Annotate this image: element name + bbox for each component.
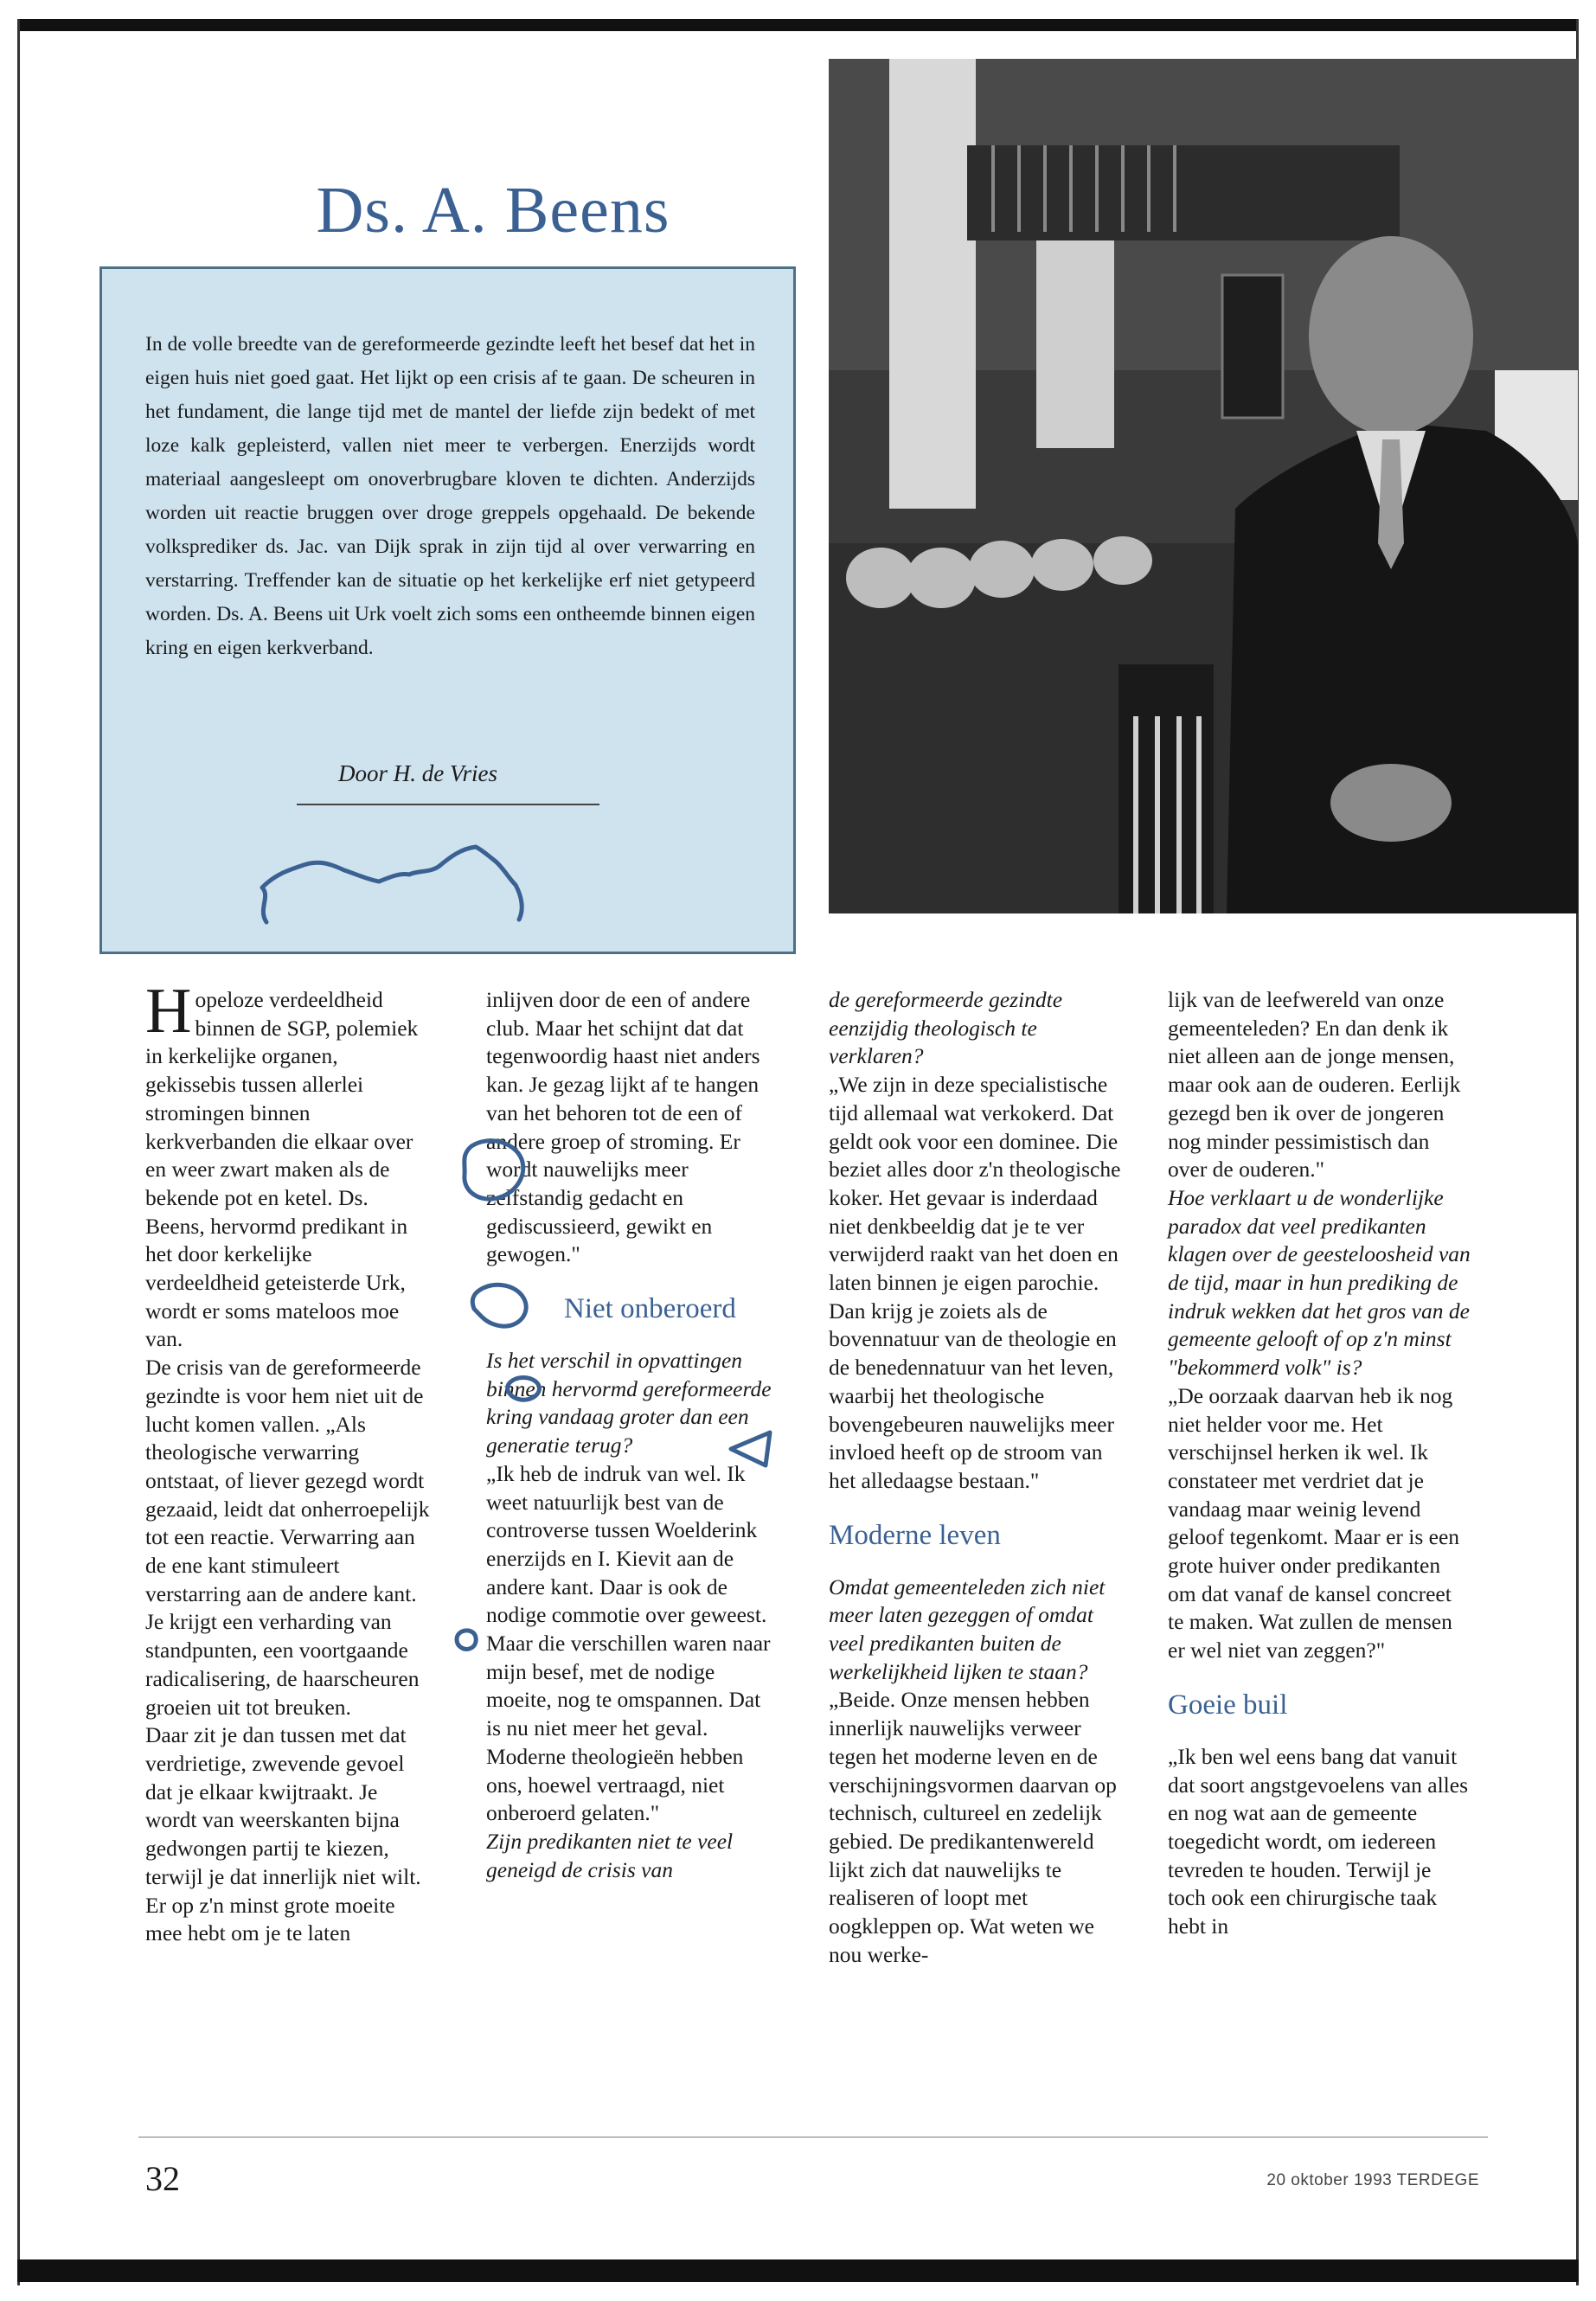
byline: Door H. de Vries <box>338 760 497 786</box>
footer-rule <box>138 2137 1488 2138</box>
column-1-paragraph-3: Daar zit je dan tussen met dat verdrietige, zwevende gevoel dat je elkaar kwijtraakt. Je wordt van weerskanten bijna gedwongen partij te kiezen, terwijl je dat innerlijk niet wilt. Er op z'n minst grote moeite mee hebt om je te laten <box>145 1722 421 1946</box>
column-2-paragraph-2: „Ik heb de indruk van wel. Ik weet natuurlijk best van de controverse tussen Woelderink enerzijds en I. Kievit aan de andere kant. Daar is ook de nodige commotie over geweest. Maar die verschillen waren naar mijn besef, met de nodige moeite, nog te omspannen. Dat is nu niet meer het geval. Moderne theologieën hebben ons, hoewel vertraagd, niet onberoerd gelaten." <box>486 1460 771 1826</box>
portrait-photo <box>829 59 1578 913</box>
island-drawing-1 <box>454 1133 532 1211</box>
island-drawing-2 <box>467 1276 536 1336</box>
island-drawing-3 <box>502 1371 545 1406</box>
issue-info: 20 oktober 1993 TERDEGE <box>1266 2171 1479 2189</box>
subheading-niet-onberoerd: Niet onberoerd <box>564 1293 736 1325</box>
intro-text: In de volle breedte van de gereformeerde gezindte leeft het besef dat het in eigen huis niet goed gaat. Het lijkt op een crisis af te gaan. De scheuren in het fundament, die lange tijd met de mantel der liefde zijn bedekt of met loze kalk gepleisterd, vallen niet meer te verbergen. Enerzijds wordt materiaal aangesleept om onoverbrugbare kloven te dichten. Anderzijds worden uit reactie bruggen over droge greppels opgehaald. De bekende volksprediker ds. Jac. van Dijk sprak in zijn tijd al over verwarring en verstarring. Treffender kan de situatie op het kerkelijke erf niet getypeerd worden. Ds. A. Beens uit Urk voelt zich soms een ontheemde binnen eigen kring en eigen kerkverband. <box>145 333 755 659</box>
column-1-paragraph-2: De crisis van de gereformeerde gezindte is voor hem niet uit de lucht komen vallen. „Als theologische verwarring ontstaat, of liever gezegd wordt gezaaid, leidt dat onherroepelijk tot een reactie. Verwarring aan de ene kant stimuleert verstarring aan de andere kant. Je krijgt een verharding van standpunten, een voortgaande radicalisering, de haarscheuren groeien uit tot breuken. <box>145 1355 430 1720</box>
column-4-paragraph-1: lijk van de leefwereld van onze gemeenteleden? En dan denk ik niet alleen aan de jonge mensen, maar ook aan de ouderen. Eerlijk gezegd ben ik over de jongeren nog minder pessimistisch dan over de ouderen." <box>1168 987 1461 1183</box>
article-column-1 <box>145 976 431 1948</box>
article-title: Ds. A. Beens <box>316 174 670 247</box>
page-number: 32 <box>145 2159 180 2198</box>
intro-box <box>99 266 796 954</box>
page-frame-bottom <box>17 2259 1579 2282</box>
column-4-question-1: Hoe verklaart u de wonderlijke paradox dat veel predikanten klagen over de geesteloosheid van de tijd, maar in hun prediking de indruk wekken dat het gros van de gemeente gelooft of op z'n minst "bekommerd volk" is? <box>1168 1184 1471 1381</box>
column-3-paragraph-1: „We zijn in deze specialistische tijd allemaal wat verkokerd. Dat geldt ook voor een dominee. Die beziet alles door z'n theologische koker. Het gevaar is inderdaad niet denkbeeldig dat je te ver verwijderd raakt van het doen en laten binnen je eigen parochie. Dan krijg je zoiets als de bovennatuur van de theologie en de benedennatuur van het leven, waarbij het theologische bovengebeuren nauwelijks meer invloed heeft op de stroom van het alledaagse bestaan." <box>829 1072 1121 1493</box>
column-2-question-2: Zijn predikanten niet te veel geneigd de crisis van <box>486 1828 734 1882</box>
drop-cap: H <box>145 976 192 1047</box>
column-4-paragraph-2: „De oorzaak daarvan heb ik nog niet helder voor me. Het verschijnsel herken ik wel. Ik constateer met verdriet dat je vandaag maar weinig levend geloof tegenkomt. Maar er is een grote huiver onder predikanten om dat vanaf de kansel concreet te maken. Wat zullen de mensen er wel niet van zeggen?" <box>1168 1382 1460 1663</box>
column-1-paragraph-1: Hopeloze verdeeldheid binnen de SGP, polemiek in kerkelijke organen, gekissebis tussen allerlei stromingen binnen kerkverbanden die elkaar over en weer zwart maken als de bekende pot en ketel. Ds. Beens, hervormd predikant in het door kerkelijke verdeeldheid geteisterde Urk, wordt er soms mateloos moe van. <box>145 976 419 1352</box>
subheading-goeie-buil: Goeie buil <box>1168 1689 1288 1721</box>
article-column-3 <box>829 986 1123 1970</box>
subheading-moderne-leven: Moderne leven <box>829 1519 1001 1551</box>
article-column-4 <box>1168 986 1471 1941</box>
coastline-drawing <box>249 840 535 935</box>
page-frame-top <box>17 19 1579 31</box>
column-2-question-1: Is het verschil in opvattingen binnen hervormd gereformeerde kring vandaag groter dan een generatie terug? <box>486 1348 772 1458</box>
byline-rule <box>297 804 599 805</box>
column-3-question-1: de gereformeerde gezindte eenzijdig theologisch te verklaren? <box>829 987 1063 1069</box>
island-drawing-4 <box>727 1427 779 1471</box>
column-3-question-2: Omdat gemeenteleden zich niet meer laten gezeggen of omdat veel predikanten buiten de werkelijkheid lijken te staan? <box>829 1574 1106 1684</box>
column-4-paragraph-3: „Ik ben wel eens bang dat vanuit dat soort angstgevoelens van alles en nog wat aan de gemeente toegedicht wordt, om iedereen tevreden te houden. Terwijl je toch ook een chirurgische taak hebt in <box>1168 1743 1468 1939</box>
column-3-paragraph-2: „Beide. Onze mensen hebben innerlijk nauwelijks verweer tegen het moderne leven en de verschijningsvormen daarvan op technisch, cultureel en zedelijk gebied. De predikantenwereld lijkt zich dat nauwelijks te realiseren of loopt met oogkleppen op. Wat weten we nou werke- <box>829 1687 1117 1967</box>
island-drawing-5 <box>450 1622 484 1657</box>
page-frame-left <box>17 19 20 2285</box>
column-2-paragraph-1: inlijven door de een of andere club. Maar het schijnt dat dat tegenwoordig haast niet anders kan. Je gezag lijkt af te hangen van het behoren tot de een of andere groep of stroming. Er wordt nauwelijks meer zelfstandig gedacht en gediscussieerd, gewikt en gewogen." <box>486 987 760 1267</box>
